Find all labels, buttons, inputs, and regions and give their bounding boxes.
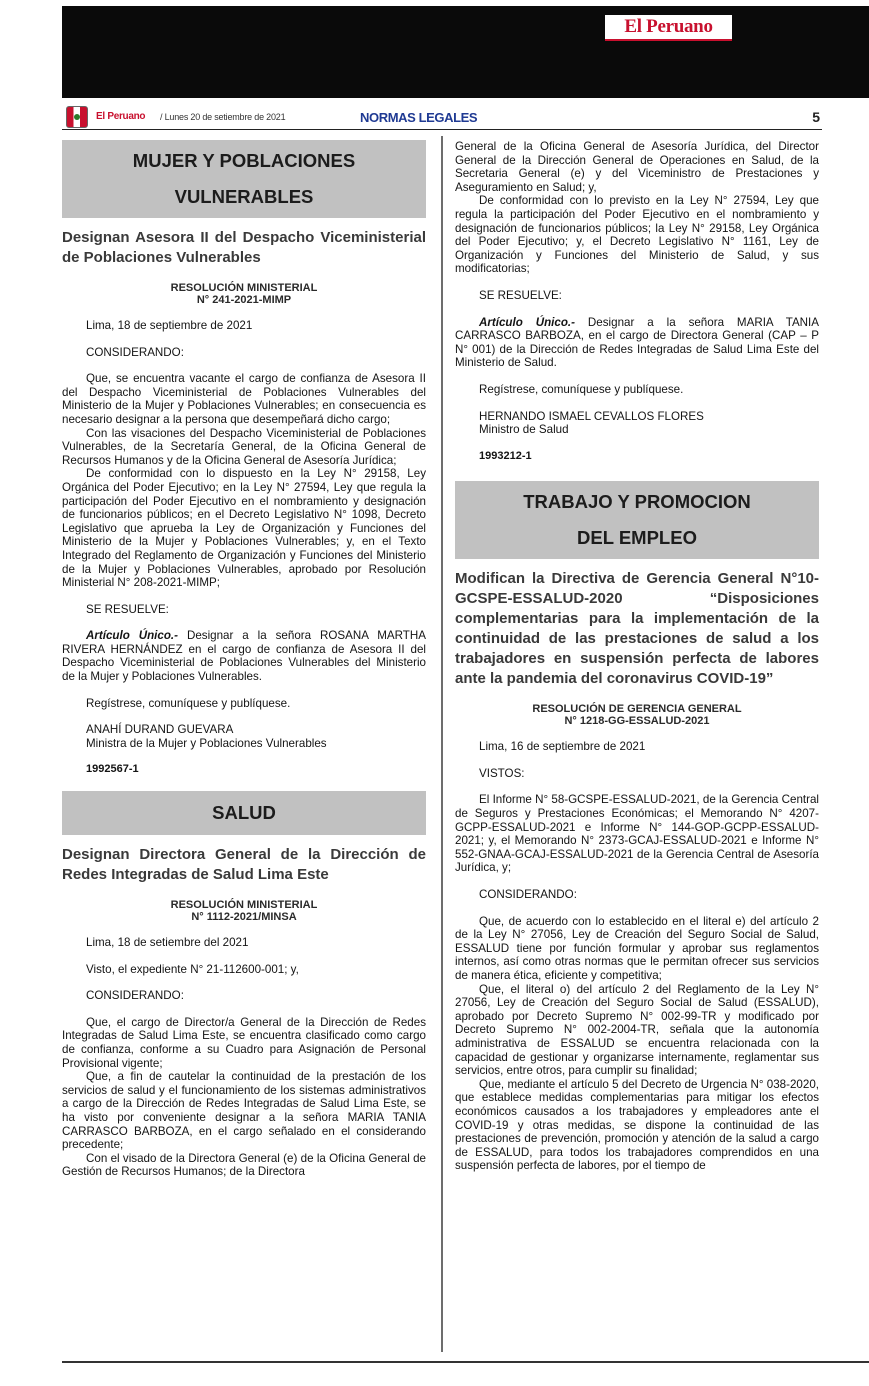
header-section-title: NORMAS LEGALES <box>360 110 478 125</box>
article-text: Designar a la señora MARIA TANIA CARRASCO BARBOZA, en el cargo de Directora General (CAP – P N° 001) de la Dirección de Redes Integradas de Salud Lima Este del Ministerio de Salud. <box>455 315 820 370</box>
paragraph: De conformidad con lo dispuesto en la Ley N° 29158, Ley Orgánica del Poder Ejecutivo; en la Ley N° 27594, Ley que regula la participación del Poder Ejecutivo en el nombramiento y designación de funcionarios públicos; en el Decreto Legislativo N° 1098, Decreto Legislativo que aprueba la Ley de Organización y Funciones del Ministerio de la Mujer y Poblaciones Vulnerables; y, en el Texto Integrado del Reglamento de Organización y Funciones del Ministerio de la Mujer y Poblaciones Vulnerables, aprobado por Resolución Ministerial N° 208-2021-MIMP; <box>62 467 426 590</box>
closing-formula: Regístrese, comuníquese y publíquese. <box>86 696 291 710</box>
signer-title: Ministra de la Mujer y Poblaciones Vulnerables <box>86 736 327 750</box>
page-number: 5 <box>812 109 820 125</box>
resolution-code: N° 1112-2021/MINSA <box>191 911 297 924</box>
paragraph: General de la Oficina General de Asesoría Jurídica, del Director General de la Dirección General de Operaciones en Salud, de la Secretaria General (e) y del Viceministro de Prestaciones y Aseguramiento en Salud; y, <box>455 140 819 194</box>
publication-code: 1993212-1 <box>479 449 532 462</box>
visto-line: Visto, el expediente N° 21-112600-001; y, <box>86 962 299 976</box>
vistos-heading: VISTOS: <box>479 766 525 780</box>
top-black-banner <box>62 6 869 98</box>
resolution-code: N° 1218-GG-ESSALUD-2021 <box>564 715 710 728</box>
place-date: Lima, 16 de septiembre de 2021 <box>479 740 646 754</box>
paragraph: Que, de acuerdo con lo establecido en el literal e) del artículo 2 de la Ley N° 27056, Ley de Creación del Seguro Social de Salud, ESSALUD tiene por función formular y aprobar sus reglamentos internos, así como otras normas que le permitan ofrecer sus servicios de manera ética, eficiente y competitiva; <box>455 914 819 982</box>
footer-rule <box>62 1361 869 1363</box>
paragraph: De conformidad con lo previsto en la Ley N° 27594, Ley que regula la participación del Poder Ejecutivo en el nombramiento y designación de funcionarios públicos; la Ley N° 29158, Ley Orgánica del Poder Ejecutivo; y, el Decreto Legislativo N° 1161, Ley de Organización y Funciones del Ministerio de Salud, y sus modificatorias; <box>455 194 819 276</box>
left-column <box>62 140 426 1179</box>
resuelve-heading: SE RESUELVE: <box>86 602 169 616</box>
section-band-mujer <box>62 140 426 218</box>
article-label: Artículo Único.- <box>86 629 179 643</box>
resolution-code: N° 241-2021-MIMP <box>196 294 292 306</box>
section-band-line: TRABAJO Y PROMOCION <box>523 491 751 513</box>
resolution-type: RESOLUCIÓN DE GERENCIA GENERAL <box>532 703 742 716</box>
section-band-line: DEL EMPLEO <box>577 527 697 549</box>
considerando-heading: CONSIDERANDO: <box>86 345 184 359</box>
section-band-trabajo <box>455 481 819 559</box>
paragraph: Con el visado de la Directora General (e) de la Oficina General de Gestión de Recursos Humanos; de la Directora <box>62 1151 426 1179</box>
resolution-number <box>62 282 426 306</box>
resolution-type: RESOLUCIÓN MINISTERIAL <box>170 282 318 294</box>
document-title: Designan Directora General de la Dirección de Redes Integradas de Salud Lima Este <box>62 846 426 884</box>
header-brand: El Peruano <box>96 111 146 122</box>
paragraph: Que, a fin de cautelar la continuidad de la prestación de los servicios de salud y el funcionamiento de los sistemas administrativos a cargo de la Dirección de Redes Integradas de Salud Lima Este, se ha visto por conveniente designar a la señora MARIA TANIA CARRASCO BARBOZA, en el cargo señalado en el considerando precedente; <box>62 1070 426 1152</box>
article-text: Designar a la señora ROSANA MARTHA RIVERA HERNÁNDEZ en el cargo de confianza de Asesora II del Despacho Viceministerial de Poblaciones Vulnerables del Ministerio de la Mujer y Poblaciones Vulnerables. <box>62 629 426 684</box>
paragraph: Que, mediante el artículo 5 del Decreto de Urgencia N° 038-2020, que establece medidas complementarias para mitigar los efectos económicos causados a los trabajadores y empleadores ante el COVID-19 y otras medidas, se dispone la continuidad de las prestaciones de prevención, promoción y atención de la salud a cargo de ESSALUD, para todos los trabajadores comprendidos en una suspensión perfecta de labores, por el tiempo de <box>455 1077 819 1173</box>
article-label: Artículo Único.- <box>479 315 576 329</box>
document-title: Modifican la Directiva de Gerencia General N°10-GCSPE-ESSALUD-2020 “Disposiciones complementarias para la implementación de la continuidad de las prestaciones de salud a los trabajadores en suspensión perfecta de labores ante la pandemia del coronavirus COVID-19” <box>455 570 819 688</box>
running-header <box>62 104 822 130</box>
resolution-number <box>455 703 819 727</box>
article-paragraph <box>455 316 819 370</box>
paragraph: Que, se encuentra vacante el cargo de confianza de Asesora II del Despacho Viceministerial de Poblaciones Vulnerables del Ministerio de la Mujer y Poblaciones Vulnerables; en consecuencia es necesario designar a la persona que desempeñará dicho cargo; <box>62 372 426 426</box>
publication-code: 1992567-1 <box>86 763 139 776</box>
paragraph: Que, el literal o) del artículo 2 del Reglamento de la Ley N° 27056, Ley de Creación del Seguro Social de Salud (ESSALUD), aprobado por Decreto Supremo N° 002-99-TR y modificado por Decreto Supremo N° 002-2004-TR, señala que la autonomía administrativa de ESSALUD se encuentra relacionada con la capacidad de gestionar y organizarse internamente, reglamentar sus servicios, entre otros, para cumplir su finalidad; <box>455 982 819 1078</box>
article-paragraph <box>62 629 426 683</box>
place-date: Lima, 18 de setiembre del 2021 <box>86 936 249 950</box>
masthead-logo-text: El Peruano <box>624 16 713 37</box>
section-band-salud: SALUD <box>62 791 426 835</box>
resuelve-heading: SE RESUELVE: <box>479 288 562 302</box>
el-peruano-logo <box>605 15 732 41</box>
place-date: Lima, 18 de septiembre de 2021 <box>86 319 253 332</box>
section-band-line: VULNERABLES <box>174 186 314 207</box>
header-date: / Lunes 20 de setiembre de 2021 <box>160 112 286 122</box>
signer-title: Ministro de Salud <box>479 423 569 437</box>
coat-of-arms-icon <box>66 106 88 128</box>
paragraph: Que, el cargo de Director/a General de la Dirección de Redes Integradas de Salud Lima Este, se encuentra clasificado como cargo de confianza, conforme a su Cuadro para Asignación de Personal Provisional vigente; <box>62 1015 426 1070</box>
section-band-line: MUJER Y POBLACIONES <box>132 150 356 171</box>
signer-name: HERNANDO ISMAEL CEVALLOS FLORES <box>479 409 704 423</box>
document-title: Designan Asesora II del Despacho Viceministerial de Poblaciones Vulnerables <box>62 229 426 266</box>
signer-name: ANAHÍ DURAND GUEVARA <box>86 723 234 737</box>
column-divider <box>441 136 443 1352</box>
closing-formula: Regístrese, comuníquese y publíquese. <box>479 382 684 396</box>
resolution-type: RESOLUCIÓN MINISTERIAL <box>170 899 318 912</box>
paragraph: El Informe N° 58-GCSPE-ESSALUD-2021, de la Gerencia Central de Seguros y Prestaciones Económicas; el Memorando N° 4207-GCPP-ESSALUD-2021 e Informe N° 144-GOP-GCPP-ESSALUD-2021; y, el Memorando N° 2373-GCAJ-ESSALUD-2021 e Informe N° 552-GNAA-GCAJ-ESSALUD-2021 de la Gerencia Central de Asesoría Jurídica, y; <box>455 793 819 875</box>
resolution-number <box>62 899 426 923</box>
paragraph: Con las visaciones del Despacho Viceministerial de Poblaciones Vulnerables, de la Secretaría General, de la Oficina General de Recursos Humanos y de la Oficina General de Asesoría Jurídica; <box>62 426 426 467</box>
considerando-heading: CONSIDERANDO: <box>86 989 184 1003</box>
right-column <box>455 140 819 1173</box>
considerando-heading: CONSIDERANDO: <box>479 888 577 902</box>
